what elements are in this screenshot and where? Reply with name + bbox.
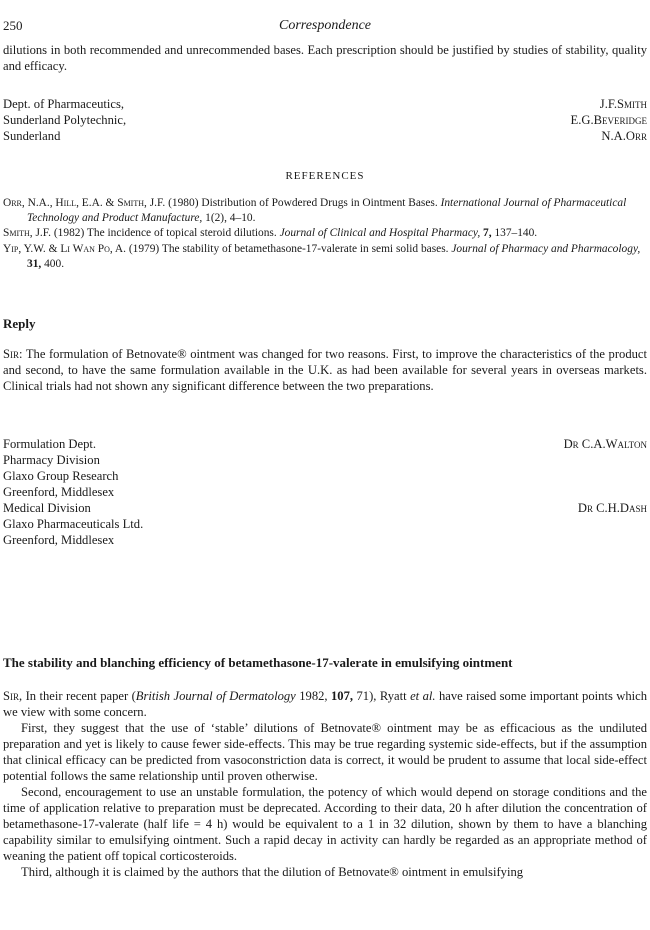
article-paragraph: Second, encouragement to use an unstable formulation, the potency of which would depend on storage conditions and the time of application relative to preparation must be deprecated. According to their data, 20 h after dilution the concentration of betamethasone-17-valerate (half life = 4 h) would be equivalent to a 1 in 32 dilution, shown by them to have a blanching capability similar to emulsifying ointment. Such a rapid decay in activity can hardly be regarded as an appropriate method of weaning the patient off topical corticosteroids. [3, 785, 647, 863]
reference-item: Yip, Y.W. & Li Wan Po, A. (1979) The stability of betamethasone-17-valerate in semi solid bases. Journal of Pharmacy and Pharmacology, 31, 400. [3, 242, 641, 270]
article-section [3, 655, 647, 880]
reference-item: Smith, J.F. (1982) The incidence of topical steroid dilutions. Journal of Clinical and Hospital Pharmacy, 7, 137–140. [3, 227, 538, 240]
author-name: N.A.Orr [601, 129, 647, 143]
affiliation-line: Dept. of Pharmaceutics, [3, 97, 124, 111]
page-header [3, 18, 647, 38]
page-number: 250 [3, 18, 23, 33]
affiliation-line: Greenford, Middlesex [3, 533, 115, 547]
references-title: REFERENCES [285, 170, 365, 182]
author-name: Dr C.A.Walton [563, 437, 647, 451]
affiliation-line: Sunderland [3, 129, 61, 143]
signature-block-1 [3, 96, 647, 144]
author-name: Dr C.H.Dash [577, 501, 647, 515]
signature-block-2 [3, 436, 647, 548]
affiliation-line: Pharmacy Division [3, 453, 100, 467]
article-paragraph: Third, although it is claimed by the authors that the dilution of Betnovate® ointment in emulsifying [21, 865, 524, 879]
affiliation-line: Greenford, Middlesex [3, 485, 115, 499]
reply-paragraph: Sir: The formulation of Betnovate® ointment was changed for two reasons. First, to improve the characteristics of the product and second, to have the same formulation available in the U.K. as had been available for several years in overseas markets. Clinical trials had not shown any significant difference between the two preparations. [3, 347, 647, 393]
reply-heading: Reply [3, 316, 36, 331]
affiliation-line: Medical Division [3, 501, 91, 515]
reference-item: Orr, N.A., Hill, E.A. & Smith, J.F. (1980) Distribution of Powdered Drugs in Ointment Bases. International Journal of Pharmaceutical Technology and Product Manufacture, 1(2), 4–10. [3, 197, 627, 225]
author-name: E.G.Beveridge [570, 113, 647, 127]
affiliation-line: Glaxo Group Research [3, 469, 119, 483]
article-title: The stability and blanching efficiency of betamethasone-17-valerate in emulsifying ointment [3, 655, 513, 670]
references-section [3, 168, 647, 272]
article-paragraph: Sir, In their recent paper (British Journal of Dermatology 1982, 107, 71), Ryatt et al. have raised some important points which we view with some concern. [3, 689, 648, 719]
reply-section [3, 316, 647, 394]
intro-paragraph: dilutions in both recommended and unrecommended bases. Each prescription should be justified by studies of stability, quality and efficacy. [3, 43, 647, 73]
running-title: Correspondence [278, 18, 372, 33]
article-paragraph: First, they suggest that the use of ‘stable’ dilutions of Betnovate® ointment may be as efficacious as the undiluted preparation and yet is likely to cause fewer side-effects. This may be true regarding systemic side-effects, but if the assumption that clinical efficacy can be predicted from vasoconstriction data is correct, it would be prudent to assume that local side-effect potential follows the same relationship until proven otherwise. [3, 721, 647, 783]
affiliation-line: Formulation Dept. [3, 437, 97, 451]
author-name: J.F.Smith [599, 97, 647, 111]
affiliation-line: Sunderland Polytechnic, [3, 113, 127, 127]
affiliation-line: Glaxo Pharmaceuticals Ltd. [3, 517, 144, 531]
